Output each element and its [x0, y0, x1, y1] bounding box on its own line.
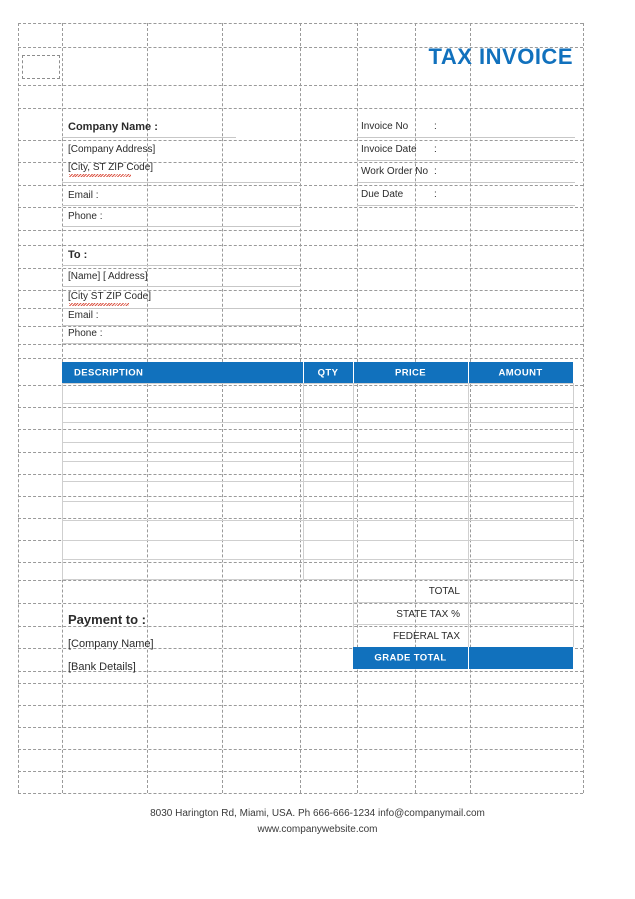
grid-row-line-9	[18, 245, 583, 246]
grid-row-line-30	[18, 683, 583, 684]
totals-label-1: STATE TAX %	[396, 608, 460, 620]
totals-label-3: GRADE TOTAL	[374, 652, 447, 664]
company-phone-underline	[62, 226, 300, 227]
grid-column-line-4	[300, 23, 301, 793]
grand-total-bar	[353, 647, 573, 670]
bill-to-heading-underline	[62, 265, 300, 266]
totals-label-0: TOTAL	[428, 586, 460, 597]
grid-row-line-4	[18, 140, 583, 141]
grid-column-line-2	[147, 23, 148, 793]
table-row[interactable]	[62, 579, 573, 580]
table-row[interactable]	[62, 422, 573, 423]
grid-row-line-19	[18, 452, 583, 453]
grid-row-line-34	[18, 771, 583, 772]
grid-row-line-33	[18, 749, 583, 750]
totals-column-divider-2	[573, 579, 574, 647]
table-column-divider-2	[353, 383, 354, 579]
grid-row-line-7	[18, 207, 583, 208]
grand-total-separator	[468, 647, 469, 670]
invoice-meta-underline-2	[357, 182, 575, 183]
totals-row-divider-0	[353, 602, 573, 603]
items-table-header	[62, 362, 573, 383]
company-address[interactable]: [Company Address]	[68, 144, 156, 155]
grid-row-line-0	[18, 23, 583, 24]
invoice-meta-label-3: Due Date	[361, 188, 404, 200]
items-header-separator-2	[353, 362, 354, 383]
invoice-meta-label-0: Invoice No	[361, 121, 409, 132]
grid-row-line-32	[18, 727, 583, 728]
totals-column-divider-1	[468, 579, 469, 647]
items-column-header-qty: QTY	[317, 367, 339, 378]
grid-row-line-17	[18, 407, 583, 408]
bill-to-city-underline	[62, 308, 300, 309]
items-header-separator-1	[303, 362, 304, 383]
company-name-label: Company Name :	[68, 121, 158, 133]
grid-row-line-10	[18, 268, 583, 269]
table-row[interactable]	[62, 403, 573, 404]
table-row[interactable]	[62, 442, 573, 443]
company-email-label: Email :	[68, 190, 99, 201]
company-email-underline	[62, 205, 300, 206]
grid-row-line-6	[18, 185, 583, 186]
totals-row-divider-1	[353, 624, 573, 625]
grid-row-line-15	[18, 358, 583, 359]
table-row[interactable]	[62, 481, 573, 482]
grid-row-line-16	[18, 385, 583, 386]
table-row[interactable]	[62, 559, 573, 560]
grid-column-line-5	[357, 23, 358, 793]
company-address-underline	[62, 182, 300, 183]
invoice-meta-label-1: Invoice Date	[361, 143, 417, 155]
invoice-meta-underline-0	[357, 137, 575, 138]
company-phone-label: Phone :	[68, 211, 103, 222]
grid-row-line-25	[18, 580, 583, 581]
table-column-divider-3	[468, 383, 469, 579]
table-column-divider-1	[303, 383, 304, 579]
grid-row-line-21	[18, 496, 583, 497]
grid-column-line-6	[415, 23, 416, 793]
items-column-header-description: DESCRIPTION	[74, 367, 144, 378]
items-column-header-price: PRICE	[394, 367, 427, 378]
grid-column-line-8	[583, 23, 584, 793]
invoice-meta-separator-2: :	[434, 166, 437, 177]
grid-row-line-3	[18, 108, 583, 109]
items-column-header-amount: AMOUNT	[498, 367, 543, 378]
grid-row-line-18	[18, 429, 583, 430]
items-header-separator-3	[468, 362, 469, 383]
footer	[0, 806, 635, 838]
company-city-state-zip[interactable]: [City, ST ZIP Code]	[68, 162, 154, 173]
grid-row-line-8	[18, 230, 583, 231]
company-name-underline	[62, 137, 236, 138]
invoice-meta-separator-3: :	[434, 188, 437, 200]
bill-to-city-state-zip[interactable]: [City ST ZIP Code]	[68, 291, 151, 302]
logo-placeholder[interactable]	[22, 55, 60, 79]
grid-column-line-0	[18, 23, 19, 793]
invoice-meta-underline-3	[357, 205, 575, 206]
invoice-meta-separator-0: :	[434, 121, 437, 132]
grid-row-line-26	[18, 603, 583, 604]
grid-row-line-14	[18, 344, 583, 345]
bill-to-name-underline	[62, 286, 300, 287]
bill-to-phone-underline	[62, 343, 300, 344]
table-row[interactable]	[62, 461, 573, 462]
footer-website-line: www.companywebsite.com	[257, 824, 378, 835]
grid-row-line-22	[18, 518, 583, 519]
payment-heading: Payment to :	[68, 612, 147, 627]
bill-to-name-address[interactable]: [Name] [ Address]	[68, 271, 148, 282]
table-row[interactable]	[62, 501, 573, 502]
bill-to-email-label: Email :	[68, 310, 99, 321]
spellcheck-underline-company	[69, 174, 131, 177]
table-row[interactable]	[62, 383, 573, 384]
table-row[interactable]	[62, 540, 573, 541]
payment-company-name[interactable]: [Company Name]	[68, 638, 154, 650]
invoice-meta-separator-1: :	[434, 143, 437, 155]
grid-row-line-24	[18, 562, 583, 563]
page-title: TAX INVOICE	[428, 44, 573, 69]
table-row[interactable]	[62, 520, 573, 521]
grid-row-line-31	[18, 705, 583, 706]
spellcheck-underline-billto	[69, 303, 129, 306]
table-column-divider-4	[573, 383, 574, 579]
bill-to-heading: To :	[68, 249, 88, 261]
payment-bank-details[interactable]: [Bank Details]	[68, 661, 136, 673]
table-column-divider-0	[62, 383, 63, 579]
totals-label-2: FEDERAL TAX	[392, 631, 460, 642]
grid-row-line-20	[18, 474, 583, 475]
bill-to-email-underline	[62, 325, 300, 326]
grid-column-line-3	[222, 23, 223, 793]
invoice-meta-label-2: Work Order No	[361, 166, 429, 177]
totals-column-divider-0	[353, 579, 354, 647]
grid-row-line-35	[18, 793, 583, 794]
bill-to-phone-label: Phone :	[68, 328, 103, 339]
grid-row-line-2	[18, 85, 583, 86]
grid-row-line-13	[18, 326, 583, 327]
footer-contact-line: 8030 Harington Rd, Miami, USA. Ph 666-666-1234 info@companymail.com	[150, 808, 485, 819]
invoice-meta-underline-1	[357, 160, 575, 161]
grid-column-line-7	[470, 23, 471, 793]
